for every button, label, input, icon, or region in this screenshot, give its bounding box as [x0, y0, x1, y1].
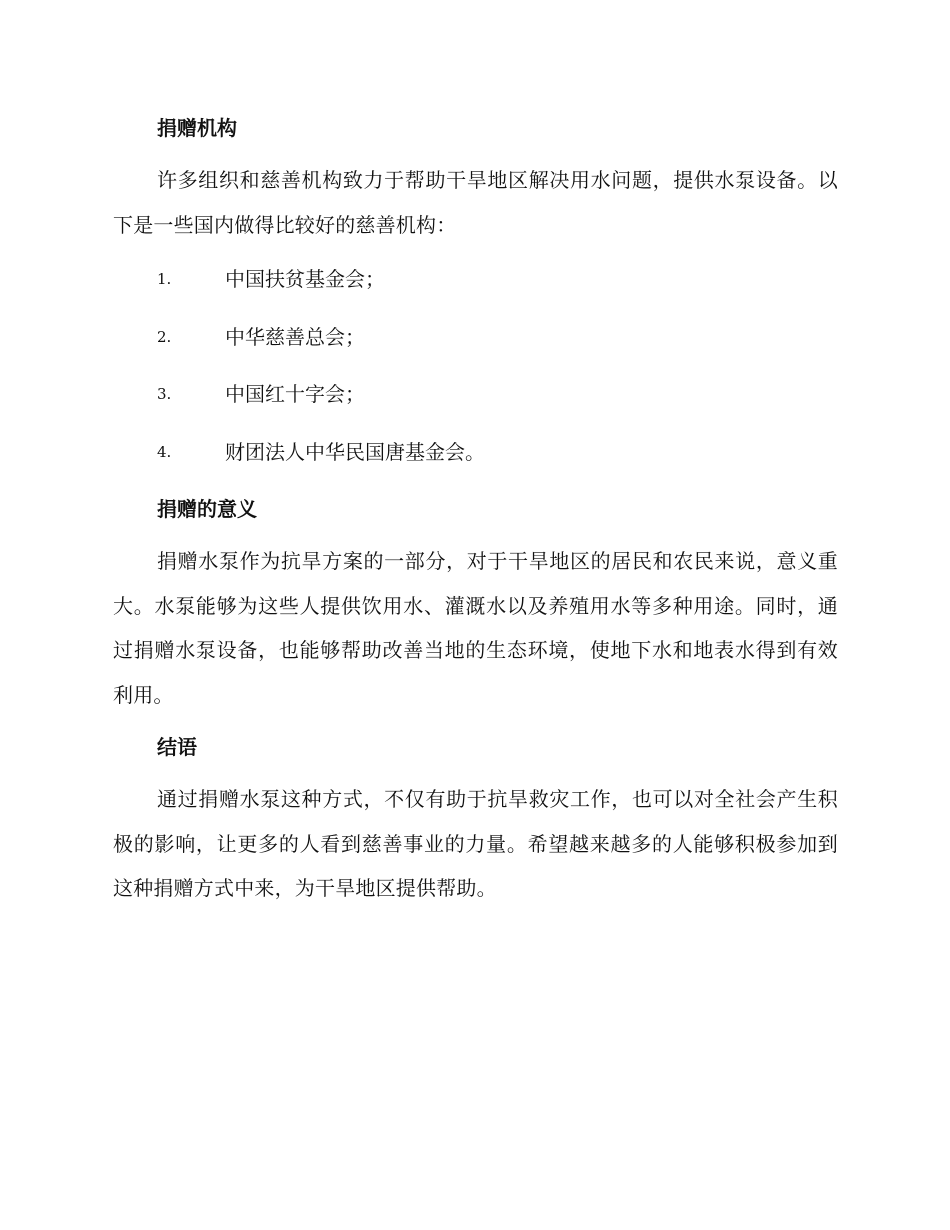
list-item-number: 3.: [157, 385, 172, 403]
spacer: [113, 529, 838, 539]
list-item: [113, 366, 838, 424]
list-item: [113, 251, 838, 309]
list-item-number: 2.: [157, 327, 172, 346]
organization-list: [113, 251, 838, 481]
list-item-text: 财团法人中华民国唐基金会。: [225, 439, 485, 464]
section-paragraph-donation-organizations: 许多组织和慈善机构致力于帮助干旱地区解决用水问题，提供水泵设备。以下是一些国内做得比较好的慈善机构：: [113, 168, 838, 237]
list-item-number: 4.: [157, 442, 172, 461]
spacer: [113, 767, 838, 777]
list-item: [113, 309, 838, 367]
document-body: [113, 108, 838, 911]
spacer: [113, 717, 838, 727]
section-paragraph-conclusion: 通过捐赠水泵这种方式，不仅有助于抗旱救灾工作，也可以对全社会产生积极的影响，让更多的人看到慈善事业的力量。希望越来越多的人能够积极参加到这种捐赠方式中来，为干旱地区提供帮助。: [113, 787, 838, 900]
section-heading-donation-organizations: 捐赠机构: [157, 116, 237, 140]
section-paragraph-significance: 捐赠水泵作为抗旱方案的一部分，对于干旱地区的居民和农民来说，意义重大。水泵能够为这些人提供饮用水、灌溉水以及养殖用水等多种用途。同时，通过捐赠水泵设备，也能够帮助改善当地的生态环境，使地下水和地表水得到有效利用。: [113, 549, 838, 707]
section-heading-significance: 捐赠的意义: [157, 497, 257, 521]
spacer: [113, 481, 838, 489]
list-item: [113, 424, 838, 482]
list-item-text: 中国红十字会；: [225, 382, 365, 406]
list-item-text: 中华慈善总会；: [225, 324, 365, 349]
spacer: [113, 148, 838, 158]
list-item-text: 中国扶贫基金会；: [225, 267, 385, 291]
section-heading-conclusion: 结语: [157, 735, 197, 759]
list-item-number: 1.: [157, 270, 172, 288]
